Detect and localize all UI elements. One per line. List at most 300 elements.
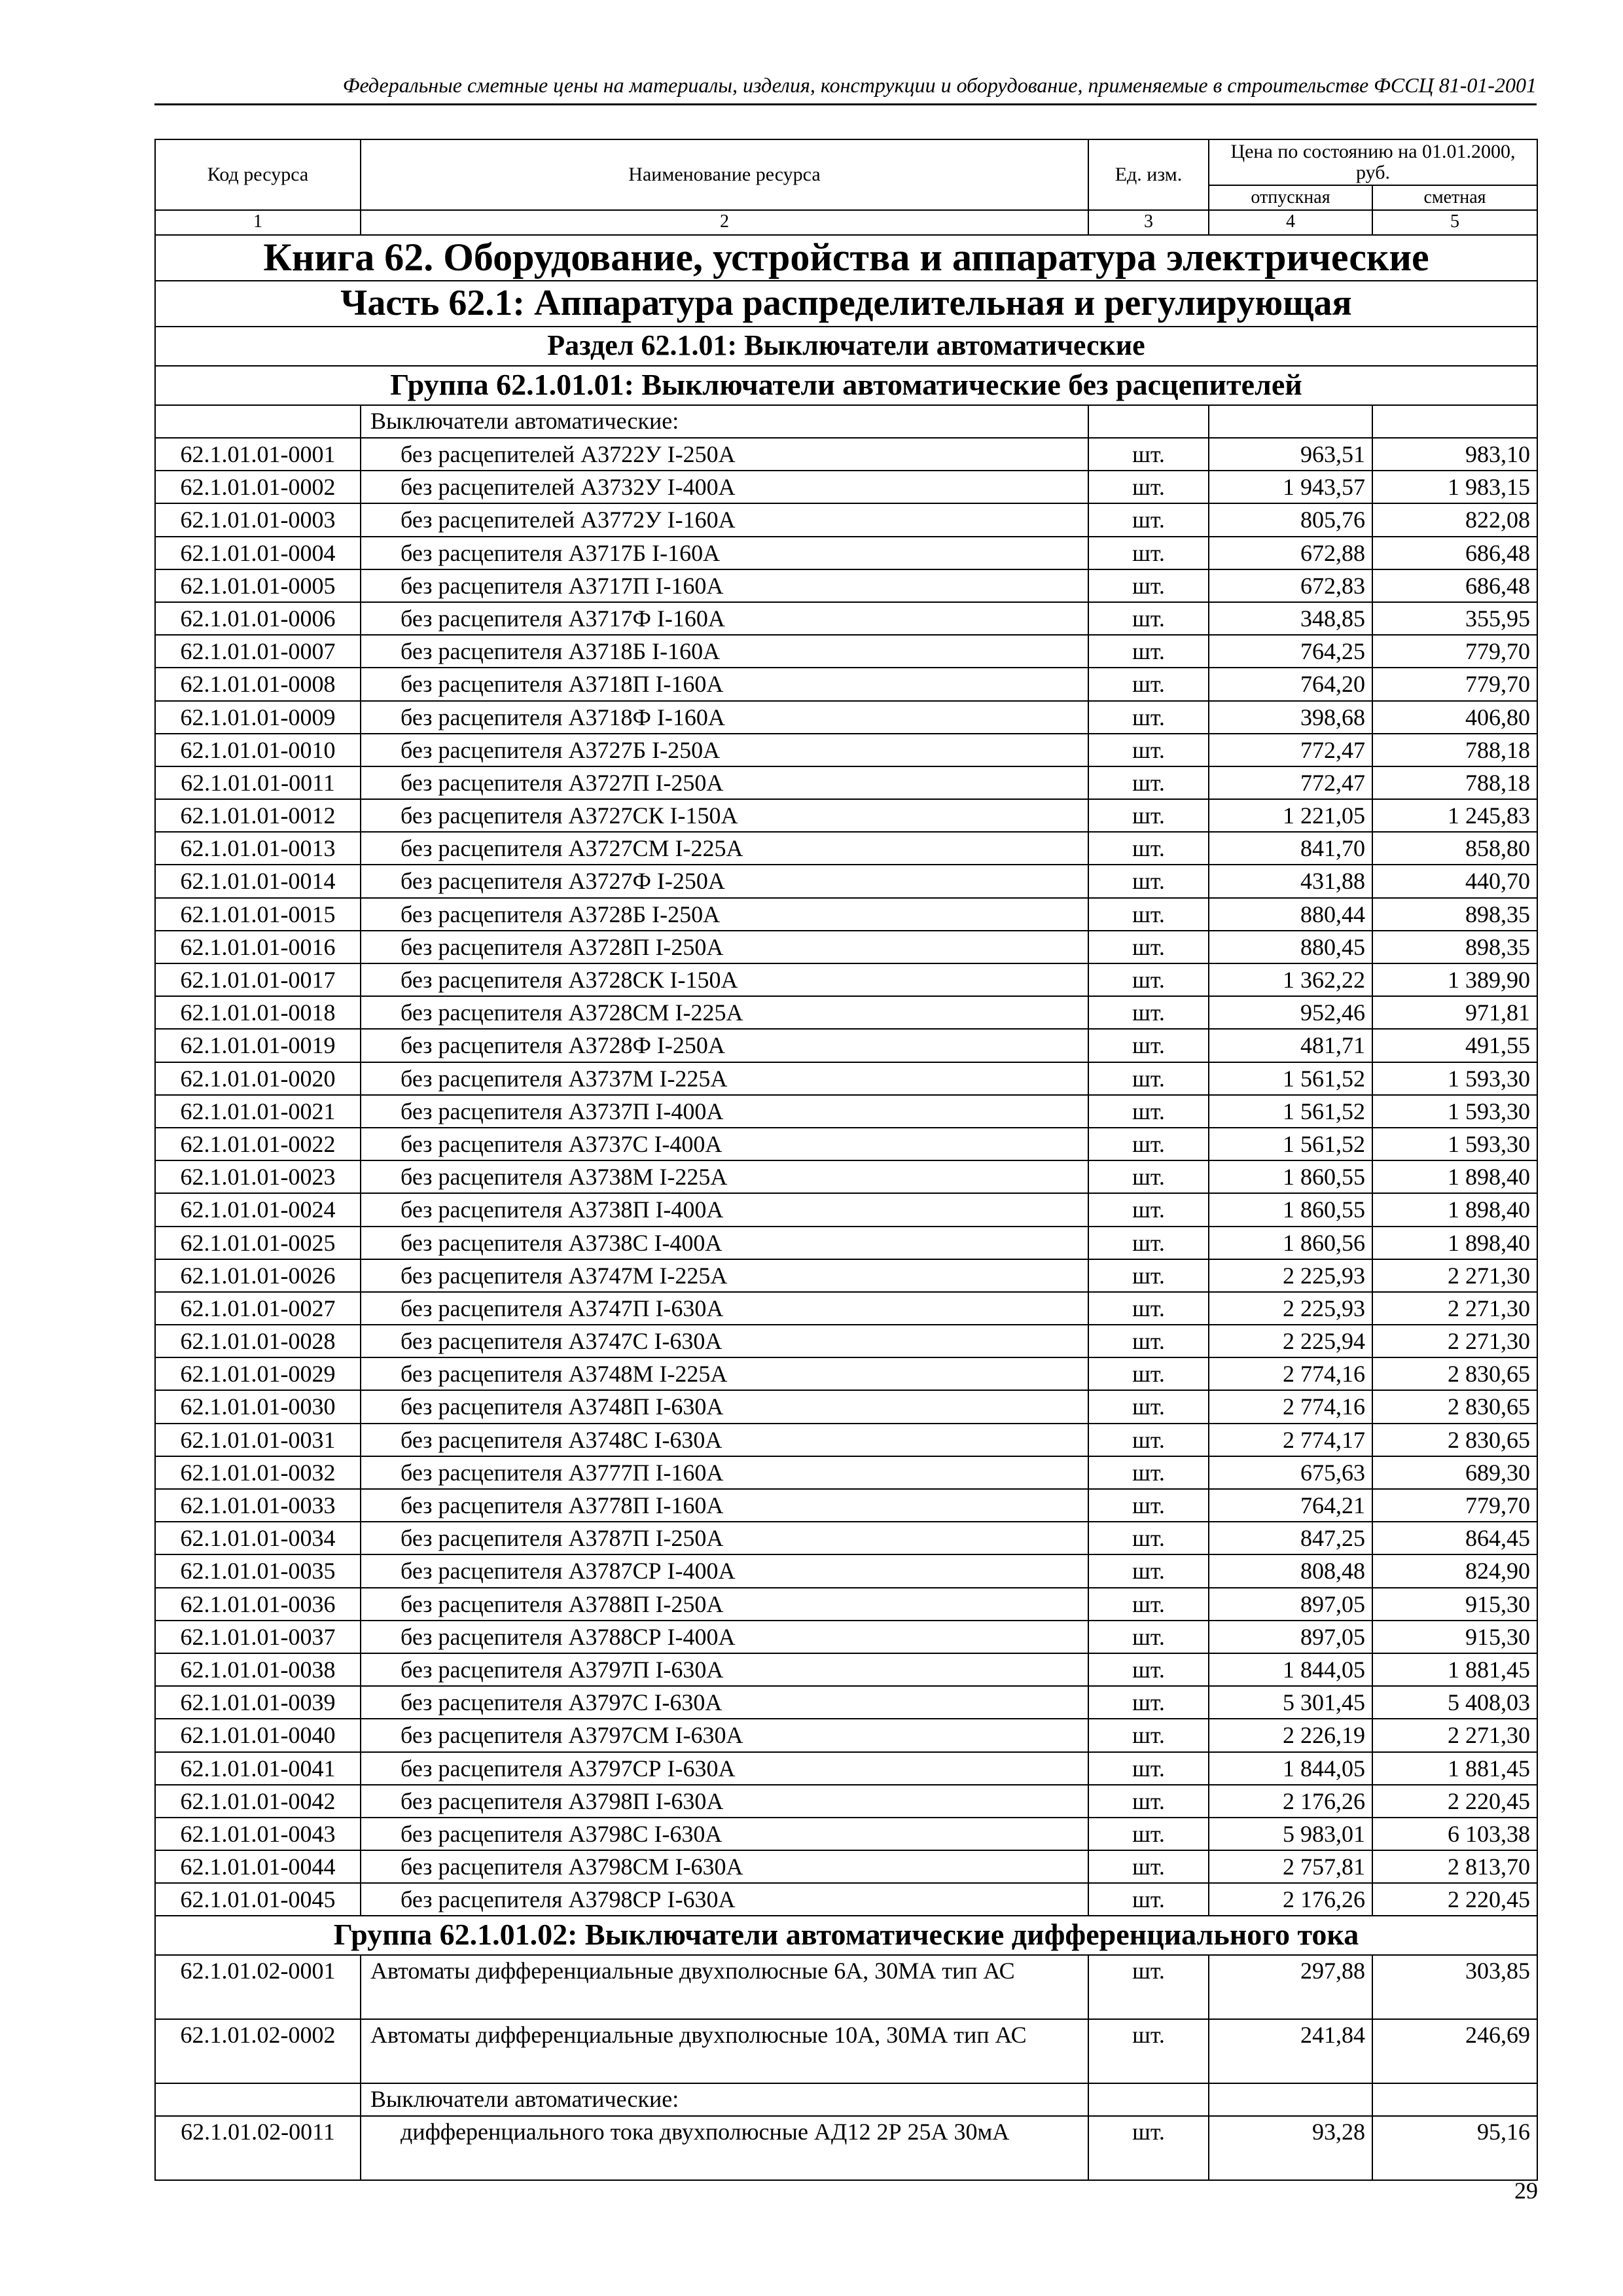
unit-cell: шт. [1088,1095,1209,1128]
release-price: 297,88 [1209,1955,1372,2019]
table-row [155,898,1537,931]
estimate-price: 1 898,40 [1372,1227,1537,1259]
unit-cell: шт. [1088,471,1209,503]
estimate-price: 2 830,65 [1372,1424,1537,1456]
resource-name: без расцепителя А3797СМ I-630А [361,1719,1088,1751]
table-row [155,1259,1537,1292]
unit-cell: шт. [1088,2019,1209,2083]
resource-code: 62.1.01.01-0045 [155,1883,361,1916]
resource-name: без расцепителя А3728П I-250А [361,931,1088,963]
estimate-price: 779,70 [1372,668,1537,700]
release-price: 1 860,56 [1209,1227,1372,1259]
resource-code: 62.1.01.01-0004 [155,537,361,569]
release-price: 2 774,17 [1209,1424,1372,1456]
unit-cell: шт. [1088,963,1209,996]
resource-name: без расцепителя А3727П I-250А [361,766,1088,799]
table-row [155,1193,1537,1226]
resource-name: без расцепителя А3747М I-225А [361,1259,1088,1292]
unit-cell: шт. [1088,635,1209,668]
resource-code: 62.1.01.01-0017 [155,963,361,996]
resource-name: без расцепителей А3732У I-400А [361,471,1088,503]
intro-price-cell [1372,2083,1537,2116]
unit-cell: шт. [1088,1029,1209,1062]
release-price: 1 860,55 [1209,1193,1372,1226]
resource-name: без расцепителя А3787СР I-400А [361,1554,1088,1587]
resource-code: 62.1.01.01-0041 [155,1752,361,1785]
estimate-price: 1 389,90 [1372,963,1537,996]
estimate-price: 2 220,45 [1372,1785,1537,1818]
resource-name: без расцепителя А3737М I-225А [361,1062,1088,1095]
unit-cell: шт. [1088,931,1209,963]
estimate-price: 2 271,30 [1372,1292,1537,1325]
intro-text: Выключатели автоматические: [361,405,1088,438]
estimate-price: 1 881,45 [1372,1653,1537,1686]
table-row [155,1390,1537,1423]
resource-code: 62.1.01.01-0015 [155,898,361,931]
part-title: Часть 62.1: Аппаратура распределительная и регулирующая [155,281,1537,327]
group-title: Группа 62.1.01.01: Выключатели автоматические без расцепителей [155,366,1537,405]
resource-name: без расцепителя А3788П I-250А [361,1588,1088,1621]
resource-code: 62.1.01.01-0012 [155,799,361,832]
release-price: 672,83 [1209,569,1372,602]
resource-code: 62.1.01.01-0030 [155,1390,361,1423]
table-row [155,1227,1537,1259]
release-price: 481,71 [1209,1029,1372,1062]
resource-name: без расцепителя А3718Ф I-160А [361,701,1088,734]
intro-unit-cell [1088,405,1209,438]
estimate-price: 822,08 [1372,503,1537,536]
release-price: 2 226,19 [1209,1719,1372,1751]
table-row [155,471,1537,503]
estimate-price: 1 898,40 [1372,1160,1537,1193]
column-header-estimate-price: сметная [1372,185,1537,210]
resource-name: без расцепителя А3727СМ I-225А [361,832,1088,865]
unit-cell: шт. [1088,1554,1209,1587]
estimate-price: 898,35 [1372,898,1537,931]
table-row [155,602,1537,635]
table-row [155,1818,1537,1850]
resource-code: 62.1.01.01-0016 [155,931,361,963]
unit-cell: шт. [1088,1850,1209,1883]
estimate-price: 779,70 [1372,635,1537,668]
table-row [155,2019,1537,2083]
column-header-name: Наименование ресурса [361,139,1088,210]
table-row [155,1686,1537,1719]
resource-code: 62.1.01.02-0001 [155,1955,361,2019]
estimate-price: 2 271,30 [1372,1259,1537,1292]
unit-cell: шт. [1088,799,1209,832]
release-price: 348,85 [1209,602,1372,635]
resource-code: 62.1.01.01-0008 [155,668,361,700]
release-price: 1 362,22 [1209,963,1372,996]
estimate-price: 898,35 [1372,931,1537,963]
resource-name: без расцепителя А3797С I-630А [361,1686,1088,1719]
release-price: 808,48 [1209,1554,1372,1587]
estimate-price: 2 830,65 [1372,1357,1537,1390]
intro-code-cell [155,2083,361,2116]
resource-name: без расцепителя А3728Ф I-250А [361,1029,1088,1062]
resource-name: без расцепителей А3722У I-250А [361,438,1088,471]
estimate-price: 858,80 [1372,832,1537,865]
resource-code: 62.1.01.01-0002 [155,471,361,503]
intro-text: Выключатели автоматические: [361,2083,1088,2116]
estimate-price: 915,30 [1372,1588,1537,1621]
release-price: 1 561,52 [1209,1062,1372,1095]
unit-cell: шт. [1088,1456,1209,1489]
table-row [155,1456,1537,1489]
table-row [155,1325,1537,1357]
resource-code: 62.1.01.01-0040 [155,1719,361,1751]
table-row [155,1883,1537,1916]
resource-code: 62.1.01.01-0011 [155,766,361,799]
resource-name: без расцепителя А3718Б I-160А [361,635,1088,668]
resource-code: 62.1.01.01-0039 [155,1686,361,1719]
table-row [155,1095,1537,1128]
release-price: 1 943,57 [1209,471,1372,503]
estimate-price: 355,95 [1372,602,1537,635]
resource-name: без расцепителя А3788СР I-400А [361,1621,1088,1653]
resource-code: 62.1.01.02-0011 [155,2116,361,2180]
resource-code: 62.1.01.01-0018 [155,996,361,1029]
resource-code: 62.1.01.01-0010 [155,734,361,766]
estimate-price: 303,85 [1372,1955,1537,2019]
unit-cell: шт. [1088,537,1209,569]
unit-cell: шт. [1088,1193,1209,1226]
estimate-price: 1 245,83 [1372,799,1537,832]
resource-name: без расцепителя А3738П I-400А [361,1193,1088,1226]
resource-code: 62.1.01.01-0006 [155,602,361,635]
resource-name: без расцепителя А3727Ф I-250А [361,865,1088,897]
resource-code: 62.1.01.01-0013 [155,832,361,865]
table-row [155,865,1537,897]
release-price: 805,76 [1209,503,1372,536]
header-rule [154,103,1537,105]
table-row [155,1554,1537,1587]
unit-cell: шт. [1088,1160,1209,1193]
estimate-price: 2 220,45 [1372,1883,1537,1916]
release-price: 241,84 [1209,2019,1372,2083]
estimate-price: 1 593,30 [1372,1062,1537,1095]
estimate-price: 95,16 [1372,2116,1537,2180]
estimate-price: 1 898,40 [1372,1193,1537,1226]
resource-name: без расцепителя А3737С I-400А [361,1128,1088,1160]
unit-cell: шт. [1088,1062,1209,1095]
release-price: 847,25 [1209,1522,1372,1554]
resource-name: без расцепителя А3748П I-630А [361,1390,1088,1423]
resource-code: 62.1.01.01-0038 [155,1653,361,1686]
unit-cell: шт. [1088,1128,1209,1160]
table-row [155,832,1537,865]
resource-code: 62.1.01.01-0023 [155,1160,361,1193]
estimate-price: 1 593,30 [1372,1128,1537,1160]
release-price: 764,25 [1209,635,1372,668]
resource-code: 62.1.01.01-0021 [155,1095,361,1128]
unit-cell: шт. [1088,1588,1209,1621]
unit-cell: шт. [1088,1259,1209,1292]
release-price: 841,70 [1209,832,1372,865]
resource-name: без расцепителя А3737П I-400А [361,1095,1088,1128]
release-price: 897,05 [1209,1621,1372,1653]
table-row [155,734,1537,766]
resource-name: без расцепителя А3747С I-630А [361,1325,1088,1357]
resource-name: Автоматы дифференциальные двухполюсные 10А, 30МА тип АС [361,2019,1088,2083]
release-price: 880,45 [1209,931,1372,963]
resource-code: 62.1.01.01-0025 [155,1227,361,1259]
table-row [155,996,1537,1029]
estimate-price: 2 271,30 [1372,1719,1537,1751]
release-price: 398,68 [1209,701,1372,734]
estimate-price: 824,90 [1372,1554,1537,1587]
unit-cell: шт. [1088,1424,1209,1456]
estimate-price: 406,80 [1372,701,1537,734]
resource-name: без расцепителя А3728Б I-250А [361,898,1088,931]
resource-name: без расцепителя А3747П I-630А [361,1292,1088,1325]
release-price: 1 844,05 [1209,1752,1372,1785]
column-header-price: Цена по состоянию на 01.01.2000, руб. [1209,139,1537,185]
release-price: 1 221,05 [1209,799,1372,832]
resource-name: без расцепителя А3748М I-225А [361,1357,1088,1390]
table-row [155,1128,1537,1160]
release-price: 1 561,52 [1209,1095,1372,1128]
group-title: Группа 62.1.01.02: Выключатели автоматические дифференциального тока [155,1916,1537,1955]
table-row [155,1850,1537,1883]
table-row [155,1292,1537,1325]
resource-name: без расцепителя А3738С I-400А [361,1227,1088,1259]
resource-name: без расцепителя А3728СМ I-225А [361,996,1088,1029]
release-price: 1 844,05 [1209,1653,1372,1686]
resource-code: 62.1.01.01-0027 [155,1292,361,1325]
unit-cell: шт. [1088,996,1209,1029]
unit-cell: шт. [1088,1883,1209,1916]
unit-cell: шт. [1088,668,1209,700]
column-number: 4 [1209,210,1372,235]
unit-cell: шт. [1088,1325,1209,1357]
intro-price-cell [1209,405,1372,438]
resource-code: 62.1.01.01-0014 [155,865,361,897]
resource-name: без расцепителя А3798СМ I-630А [361,1850,1088,1883]
unit-cell: шт. [1088,1955,1209,2019]
table-row [155,931,1537,963]
table-row [155,1357,1537,1390]
unit-cell: шт. [1088,1292,1209,1325]
table-row [155,1588,1537,1621]
resource-name: без расцепителя А3727СК I-150А [361,799,1088,832]
resource-code: 62.1.01.01-0043 [155,1818,361,1850]
unit-cell: шт. [1088,1227,1209,1259]
resource-name: без расцепителя А3778П I-160А [361,1489,1088,1522]
resource-code: 62.1.01.01-0020 [155,1062,361,1095]
unit-cell: шт. [1088,1390,1209,1423]
estimate-price: 689,30 [1372,1456,1537,1489]
page-number: 29 [1514,2178,1538,2204]
resource-code: 62.1.01.01-0044 [155,1850,361,1883]
column-number: 2 [361,210,1088,235]
estimate-price: 5 408,03 [1372,1686,1537,1719]
column-header-code: Код ресурса [155,139,361,210]
intro-code-cell [155,405,361,438]
resource-code: 62.1.01.01-0001 [155,438,361,471]
release-price: 2 225,93 [1209,1292,1372,1325]
resource-name: без расцепителя А3727Б I-250А [361,734,1088,766]
unit-cell: шт. [1088,438,1209,471]
unit-cell: шт. [1088,701,1209,734]
resource-name: дифференциального тока двухполюсные АД12 2Р 25А 30мА [361,2116,1088,2180]
estimate-price: 915,30 [1372,1621,1537,1653]
unit-cell: шт. [1088,569,1209,602]
release-price: 2 176,26 [1209,1883,1372,1916]
resource-code: 62.1.01.01-0022 [155,1128,361,1160]
resource-code: 62.1.01.02-0002 [155,2019,361,2083]
table-row [155,701,1537,734]
unit-cell: шт. [1088,734,1209,766]
estimate-price: 983,10 [1372,438,1537,471]
estimate-price: 2 813,70 [1372,1850,1537,1883]
estimate-price: 686,48 [1372,569,1537,602]
unit-cell: шт. [1088,1489,1209,1522]
release-price: 1 860,55 [1209,1160,1372,1193]
table-row [155,1522,1537,1554]
table-row [155,1489,1537,1522]
release-price: 2 225,93 [1209,1259,1372,1292]
table-row [155,1062,1537,1095]
resource-code: 62.1.01.01-0028 [155,1325,361,1357]
table-row [155,537,1537,569]
table-row [155,1029,1537,1062]
release-price: 764,20 [1209,668,1372,700]
release-price: 897,05 [1209,1588,1372,1621]
table-row [155,799,1537,832]
release-price: 431,88 [1209,865,1372,897]
resource-code: 62.1.01.01-0005 [155,569,361,602]
resource-code: 62.1.01.01-0034 [155,1522,361,1554]
resource-name: Автоматы дифференциальные двухполюсные 6А, 30МА тип АС [361,1955,1088,2019]
estimate-price: 864,45 [1372,1522,1537,1554]
release-price: 880,44 [1209,898,1372,931]
column-header-release-price: отпускная [1209,185,1372,210]
estimate-price: 1 983,15 [1372,471,1537,503]
release-price: 952,46 [1209,996,1372,1029]
table-row [155,1160,1537,1193]
estimate-price: 491,55 [1372,1029,1537,1062]
resource-name: без расцепителя А3798С I-630А [361,1818,1088,1850]
table-row [155,668,1537,700]
price-table [154,139,1538,2181]
unit-cell: шт. [1088,766,1209,799]
table-row [155,1424,1537,1456]
section-title: Раздел 62.1.01: Выключатели автоматические [155,327,1537,366]
unit-cell: шт. [1088,1785,1209,1818]
resource-name: без расцепителя А3738М I-225А [361,1160,1088,1193]
resource-code: 62.1.01.01-0036 [155,1588,361,1621]
unit-cell: шт. [1088,1357,1209,1390]
estimate-price: 788,18 [1372,766,1537,799]
resource-code: 62.1.01.01-0024 [155,1193,361,1226]
resource-name: без расцепителя А3717Б I-160А [361,537,1088,569]
release-price: 93,28 [1209,2116,1372,2180]
resource-name: без расцепителя А3728СК I-150А [361,963,1088,996]
release-price: 5 301,45 [1209,1686,1372,1719]
resource-name: без расцепителя А3748С I-630А [361,1424,1088,1456]
resource-name: без расцепителя А3718П I-160А [361,668,1088,700]
unit-cell: шт. [1088,1719,1209,1751]
release-price: 2 176,26 [1209,1785,1372,1818]
estimate-price: 1 593,30 [1372,1095,1537,1128]
release-price: 772,47 [1209,766,1372,799]
resource-name: без расцепителя А3717П I-160А [361,569,1088,602]
estimate-price: 246,69 [1372,2019,1537,2083]
release-price: 2 774,16 [1209,1390,1372,1423]
table-row [155,766,1537,799]
resource-code: 62.1.01.01-0007 [155,635,361,668]
table-row [155,1955,1537,2019]
running-header: Федеральные сметные цены на материалы, изделия, конструкции и оборудование, применяемые в строительстве ФССЦ 81-01-2001 [342,73,1537,97]
intro-unit-cell [1088,2083,1209,2116]
resource-name: без расцепителя А3787П I-250А [361,1522,1088,1554]
unit-cell: шт. [1088,602,1209,635]
unit-cell: шт. [1088,1522,1209,1554]
table-row [155,569,1537,602]
resource-code: 62.1.01.01-0033 [155,1489,361,1522]
estimate-price: 1 881,45 [1372,1752,1537,1785]
release-price: 5 983,01 [1209,1818,1372,1850]
table-row [155,1621,1537,1653]
table-row [155,1752,1537,1785]
resource-code: 62.1.01.01-0019 [155,1029,361,1062]
release-price: 764,21 [1209,1489,1372,1522]
estimate-price: 971,81 [1372,996,1537,1029]
resource-code: 62.1.01.01-0031 [155,1424,361,1456]
release-price: 672,88 [1209,537,1372,569]
book-title: Книга 62. Оборудование, устройства и аппаратура электрические [155,235,1537,281]
intro-price-cell [1372,405,1537,438]
unit-cell: шт. [1088,2116,1209,2180]
table-row [155,1653,1537,1686]
resource-code: 62.1.01.01-0042 [155,1785,361,1818]
resource-name: без расцепителя А3797СР I-630А [361,1752,1088,1785]
estimate-price: 686,48 [1372,537,1537,569]
table-row [155,963,1537,996]
table-row [155,1785,1537,1818]
resource-code: 62.1.01.01-0009 [155,701,361,734]
unit-cell: шт. [1088,865,1209,897]
estimate-price: 6 103,38 [1372,1818,1537,1850]
release-price: 2 225,94 [1209,1325,1372,1357]
resource-code: 62.1.01.01-0032 [155,1456,361,1489]
unit-cell: шт. [1088,1621,1209,1653]
intro-price-cell [1209,2083,1372,2116]
resource-name: без расцепителя А3777П I-160А [361,1456,1088,1489]
estimate-price: 779,70 [1372,1489,1537,1522]
estimate-price: 2 830,65 [1372,1390,1537,1423]
resource-name: без расцепителя А3797П I-630А [361,1653,1088,1686]
resource-name: без расцепителя А3798СР I-630А [361,1883,1088,1916]
unit-cell: шт. [1088,1818,1209,1850]
resource-code: 62.1.01.01-0029 [155,1357,361,1390]
column-header-unit: Ед. изм. [1088,139,1209,210]
resource-name: без расцепителя А3717Ф I-160А [361,602,1088,635]
unit-cell: шт. [1088,1752,1209,1785]
column-number: 3 [1088,210,1209,235]
unit-cell: шт. [1088,832,1209,865]
resource-code: 62.1.01.01-0035 [155,1554,361,1587]
table-row [155,2116,1537,2180]
unit-cell: шт. [1088,1686,1209,1719]
column-number: 1 [155,210,361,235]
release-price: 2 774,16 [1209,1357,1372,1390]
estimate-price: 2 271,30 [1372,1325,1537,1357]
release-price: 963,51 [1209,438,1372,471]
release-price: 772,47 [1209,734,1372,766]
